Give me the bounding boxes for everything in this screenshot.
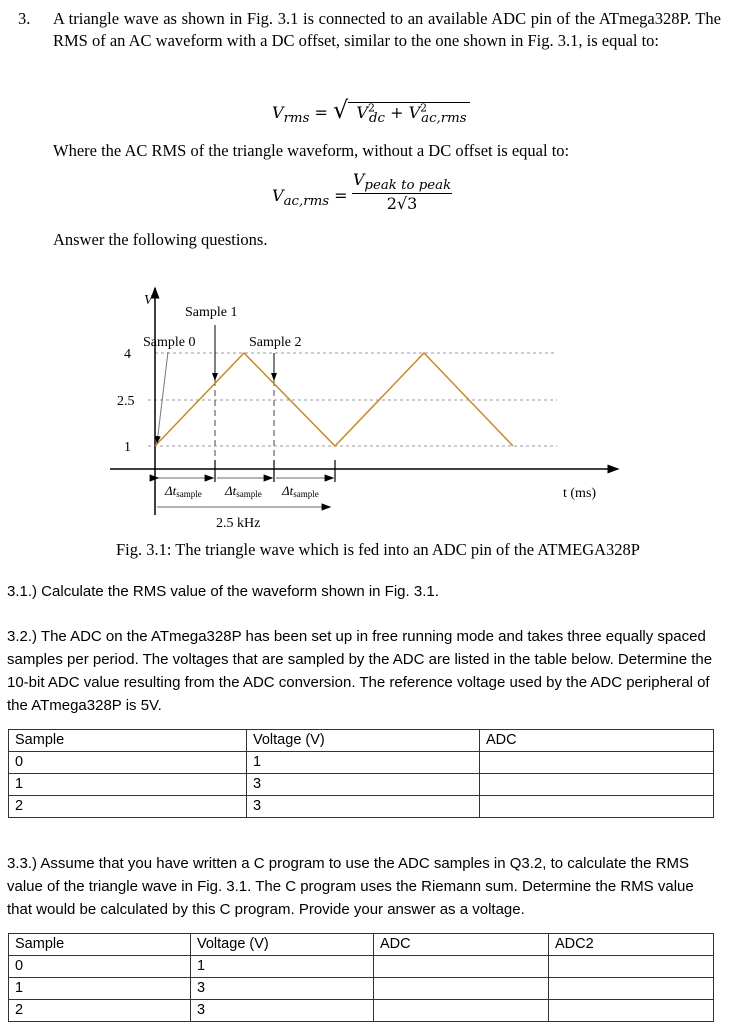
y-axis-label: V: [144, 293, 153, 308]
cell: [374, 978, 549, 1000]
answer-following: Answer the following questions.: [53, 230, 268, 249]
sample-0-label: Sample 0: [143, 335, 196, 350]
cell: 1: [247, 752, 480, 774]
cell: 2: [9, 796, 247, 818]
where-text: Where the AC RMS of the triangle waveform, without a DC offset is equal to:: [53, 141, 570, 160]
eq-denominator: 2√3: [386, 194, 418, 214]
y-tick-1: 1: [124, 440, 131, 455]
cell: 1: [191, 956, 374, 978]
cell: 1: [9, 774, 247, 796]
eq-plus: +: [390, 103, 404, 122]
cell: [480, 774, 714, 796]
eq-sub: rms: [283, 111, 310, 127]
table-row: [9, 752, 714, 774]
cell: 2: [9, 1000, 191, 1022]
header-cell: ADC: [480, 730, 714, 752]
cell: 3: [247, 774, 480, 796]
cell: [480, 796, 714, 818]
question-number: 3.: [18, 9, 31, 28]
cell: [374, 1000, 549, 1022]
period-label: 2.5 kHz: [216, 516, 261, 531]
header-cell: ADC: [374, 934, 549, 956]
adc-table-2: [8, 933, 714, 1022]
table-row: [9, 796, 714, 818]
y-tick-2.5: 2.5: [117, 394, 135, 409]
sample-1-label: Sample 1: [185, 305, 238, 320]
header-cell: Voltage (V): [191, 934, 374, 956]
cell: [549, 956, 714, 978]
question-3-2: 3.2.) The ADC on the ATmega328P has been set up in free running mode and takes three equally spaced samples per period. The voltages that are sampled by the ADC are listed in the table below. Determine the 10-bit ADC value resulting from the ADC conversion. The reference voltage used by the ADC peripheral of the ATmega328P is 5V.: [7, 628, 713, 714]
eq-symbol: V: [408, 103, 421, 122]
eq-symbol: V: [272, 103, 284, 122]
cell: 0: [9, 752, 247, 774]
sample-0-arrow: [157, 352, 168, 443]
header-cell: Sample: [9, 730, 247, 752]
dt-sample-label-3: Δtsample: [282, 483, 319, 499]
eq-symbol: V: [356, 103, 368, 122]
eq-sub: ac,rms: [421, 111, 467, 127]
table-row: [9, 1000, 714, 1022]
cell: 1: [9, 978, 191, 1000]
eq-sup: 2: [420, 101, 428, 115]
eq-symbol: V: [352, 170, 365, 189]
eq-sub: dc: [368, 111, 385, 127]
header-cell: Voltage (V): [247, 730, 480, 752]
question-3-1: 3.1.) Calculate the RMS value of the waveform shown in Fig. 3.1.: [7, 583, 439, 600]
cell: [549, 1000, 714, 1022]
table-header-row: [9, 730, 714, 752]
gridlines: [148, 353, 557, 466]
cell: 3: [247, 796, 480, 818]
equation-vrms: $V_{rms}$ = √ $V^2_{dc} + V^2_{ac,rms}$: [272, 96, 470, 126]
cell: [480, 752, 714, 774]
table-row: [9, 978, 714, 1000]
cell: [549, 978, 714, 1000]
sample-interval-markers: [157, 460, 335, 507]
cell: 3: [191, 1000, 374, 1022]
question-intro: A triangle wave as shown in Fig. 3.1 is connected to an available ADC pin of the ATmega328P. The RMS of an AC waveform with a DC offset, similar to the one shown in Fig. 3.1, is equal to:: [53, 9, 721, 50]
question-3-3: 3.3.) Assume that you have written a C program to use the ADC samples in Q3.2, to calculate the RMS value of the triangle wave in Fig. 3.1. The C program uses the Riemann sum. Determine the RMS value that would be calculated by this C program. Provide your answer as a voltage.: [7, 855, 694, 918]
y-tick-4: 4: [124, 347, 131, 362]
cell: 3: [191, 978, 374, 1000]
dt-sample-label-1: Δtsample: [165, 483, 202, 499]
eq-sup: 2: [367, 101, 375, 115]
table-header-row: [9, 934, 714, 956]
table-row: [9, 956, 714, 978]
dt-sample-label-2: Δtsample: [225, 483, 262, 499]
x-axis-label: t (ms): [563, 486, 597, 501]
cell: 0: [9, 956, 191, 978]
eq-symbol: V: [272, 186, 284, 205]
header-cell: Sample: [9, 934, 191, 956]
equation-vac-rms: $V_{ac,rms}$ =: [272, 186, 348, 210]
eq-sub: ac,rms: [283, 194, 330, 210]
adc-table-1: [8, 729, 714, 818]
header-cell: ADC2: [549, 934, 714, 956]
table-row: [9, 774, 714, 796]
cell: [374, 956, 549, 978]
figure-caption: Fig. 3.1: The triangle wave which is fed into an ADC pin of the ATMEGA328P: [116, 540, 640, 559]
eq-sub: peak to peak: [364, 178, 452, 194]
sample-2-label: Sample 2: [249, 335, 302, 350]
